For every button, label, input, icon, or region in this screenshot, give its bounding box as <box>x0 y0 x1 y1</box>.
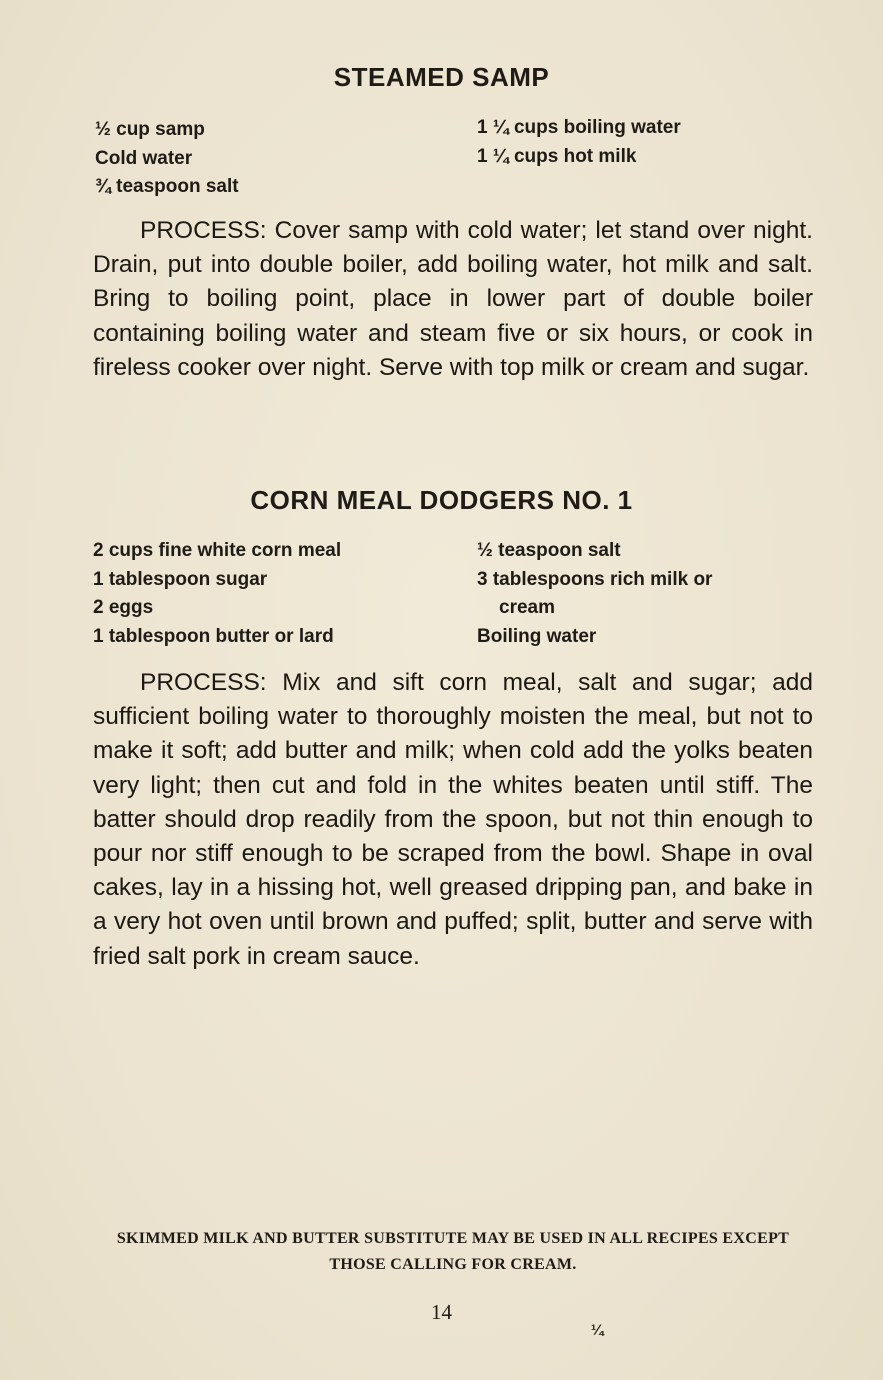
ingredient-item: 3 tablespoons rich milk or <box>477 568 713 590</box>
ingredients-left-steamed-samp <box>95 116 239 202</box>
ingredient-item: Boiling water <box>477 625 597 647</box>
recipe-title-corn-meal-dodgers: CORN MEAL DODGERS NO. 1 <box>250 485 633 515</box>
ingredients-right-steamed-samp <box>477 114 681 171</box>
ingredient-item: 1 tablespoon sugar <box>93 568 268 590</box>
ingredient-item: ½ teaspoon salt <box>477 540 621 561</box>
ingredients-left-corn-meal-dodgers <box>93 537 341 651</box>
ingredient-item: Cold water <box>95 147 193 169</box>
ingredient-item: 1 tablespoon butter or lard <box>93 625 334 647</box>
ingredient-item: cream <box>499 597 555 618</box>
ingredient-item: 1 ¼ cups hot milk <box>477 145 637 167</box>
recipe-title-steamed-samp: STEAMED SAMP <box>333 62 550 92</box>
ingredient-item: 1 ¼ cups boiling water <box>477 117 681 138</box>
ingredient-item: ½ cup samp <box>95 119 205 140</box>
process-corn-meal-dodgers: PROCESS: Mix and sift corn meal, salt and sugar; add sufficient boiling water to thoroughly moisten the meal, but not to make it soft; add butter and milk; when cold add the yolks beaten very light; then cut and fold in the whites beaten until stiff. The batter should drop readily from the spoon, but not thin enough to pour nor stiff enough to be scraped from the bowl. Shape in oval cakes, lay in a hissing hot, well greased dripping pan, and bake in a very hot oven until brown and puffed; split, butter and serve with fried salt pork in cream sauce. <box>93 669 813 970</box>
ingredient-item: ¾ teaspoon salt <box>95 176 239 197</box>
ingredient-item: 2 cups fine white corn meal <box>93 540 342 561</box>
footer-note: SKIMMED MILK AND BUTTER SUBSTITUTE MAY BE USED IN ALL RECIPES EXCEPT THOSE CALLING FOR CREAM. <box>116 1230 790 1273</box>
page-number: 14 <box>431 1300 452 1324</box>
printer-mark: ¼ <box>591 1322 604 1339</box>
process-steamed-samp: PROCESS: Cover samp with cold water; let stand over night. Drain, put into double boiler, add boiling water, hot milk and salt. Bring to boiling point, place in lower part of double boiler containing boiling water and steam five or six hours, or cook in fireless cooker over night. Serve with top milk or cream and sugar. <box>93 217 813 381</box>
ingredients-right-corn-meal-dodgers <box>477 537 712 651</box>
ingredient-item: 2 eggs <box>93 597 154 618</box>
